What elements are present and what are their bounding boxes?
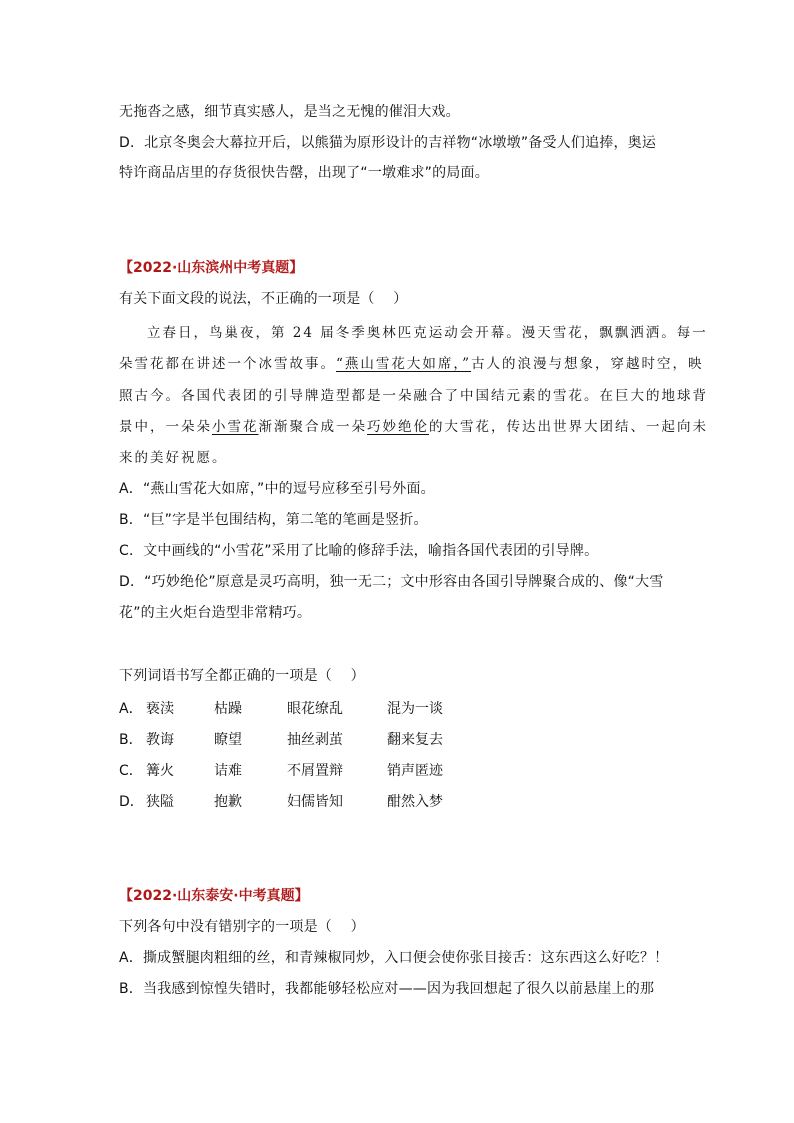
underlined-phrase: 小雪花 <box>212 419 259 435</box>
source-tag: 【2022·山东滨州中考真题】 <box>119 260 304 276</box>
option-b: B．“巨”字是半包围结构，第二笔的笔画是竖折。 <box>119 512 428 528</box>
option-row <box>119 730 519 750</box>
passage-text: 朵雪花都在讲述一个冰雪故事。 <box>119 356 336 372</box>
passage-text: 的大雪花，传达出世界大团结、一起向未 <box>429 419 708 435</box>
question-stem: 下列各句中没有错别字的一项是（ ） <box>119 919 365 935</box>
option-a: A．撕成蟹腿肉粗细的丝，和青辣椒同炒，入口便会使你张目接舌：这东西这么好吃？！ <box>119 950 669 966</box>
text-line: 特许商品店里的存货很快告罄，出现了“一墩难求”的局面。 <box>119 165 489 181</box>
option-c: C．文中画线的“小雪花”采用了比喻的修辞手法，喻指各国代表团的引导牌。 <box>119 543 599 559</box>
word: 瞭望 <box>214 732 242 748</box>
word: 抱歉 <box>214 794 242 810</box>
word: 狭隘 <box>146 794 174 810</box>
underlined-quote: “燕山雪花大如席，” <box>336 356 472 372</box>
word: 枯躁 <box>214 701 242 717</box>
passage-line <box>119 417 708 437</box>
word: 眼花缭乱 <box>287 701 343 717</box>
option-d: D．北京冬奥会大幕拉开后，以熊猫为原形设计的吉祥物“冰墩墩”备受人们追捧，奥运 <box>119 135 657 151</box>
word: 亵渎 <box>146 701 174 717</box>
option-b: B．当我感到惊惶失错时，我都能够轻松应对——因为我回想起了很久以前悬崖上的那 <box>119 981 655 997</box>
word: 翻来复去 <box>387 732 443 748</box>
passage-line <box>119 354 704 374</box>
option-row <box>119 699 519 719</box>
word: 篝火 <box>146 763 174 779</box>
word: 混为一谈 <box>387 701 443 717</box>
option-d-continued: 花”的主火炬台造型非常精巧。 <box>119 605 312 621</box>
option-row <box>119 792 519 812</box>
passage-text: 古人的浪漫与想象，穿越时空，映 <box>471 356 704 372</box>
option-label: A． <box>119 701 143 717</box>
passage-text: 景中，一朵朵 <box>119 419 212 435</box>
text-line: 无拖沓之感，细节真实感人，是当之无愧的催泪大戏。 <box>119 104 460 120</box>
option-label: C． <box>119 763 143 779</box>
option-d: D．“巧妙绝伦”原意是灵巧高明，独一无二；文中形容由各国引导牌聚合成的、像“大雪 <box>119 574 664 590</box>
option-label: D． <box>119 794 144 810</box>
word: 诘难 <box>214 763 242 779</box>
passage-line: 照古今。各国代表团的引导牌造型都是一朵融合了中国结元素的雪花。在巨大的地球背 <box>119 388 708 404</box>
passage-text: 渐渐聚合成一朵 <box>258 419 367 435</box>
passage-line: 立春日，鸟巢夜，第 24 届冬季奥林匹克运动会开幕。漫天雪花，飘飘洒洒。每一 <box>147 325 708 341</box>
word: 抽丝剥茧 <box>287 732 343 748</box>
passage-line: 来的美好祝愿。 <box>119 450 228 466</box>
word: 妇儒皆知 <box>287 794 343 810</box>
word: 销声匿迹 <box>387 763 443 779</box>
underlined-phrase: 巧妙绝伦 <box>367 419 429 435</box>
question-stem: 下列词语书写全都正确的一项是（ ） <box>119 668 365 684</box>
word: 不屑置辩 <box>287 763 343 779</box>
question-stem: 有关下面文段的说法，不正确的一项是（ ） <box>119 291 408 307</box>
word: 教诲 <box>146 732 174 748</box>
word: 酣然入梦 <box>387 794 443 810</box>
source-tag: 【2022·山东泰安·中考真题】 <box>119 888 309 904</box>
option-a: A．“燕山雪花大如席，”中的逗号应移至引号外面。 <box>119 481 435 497</box>
option-row <box>119 761 519 781</box>
option-label: B． <box>119 732 143 748</box>
